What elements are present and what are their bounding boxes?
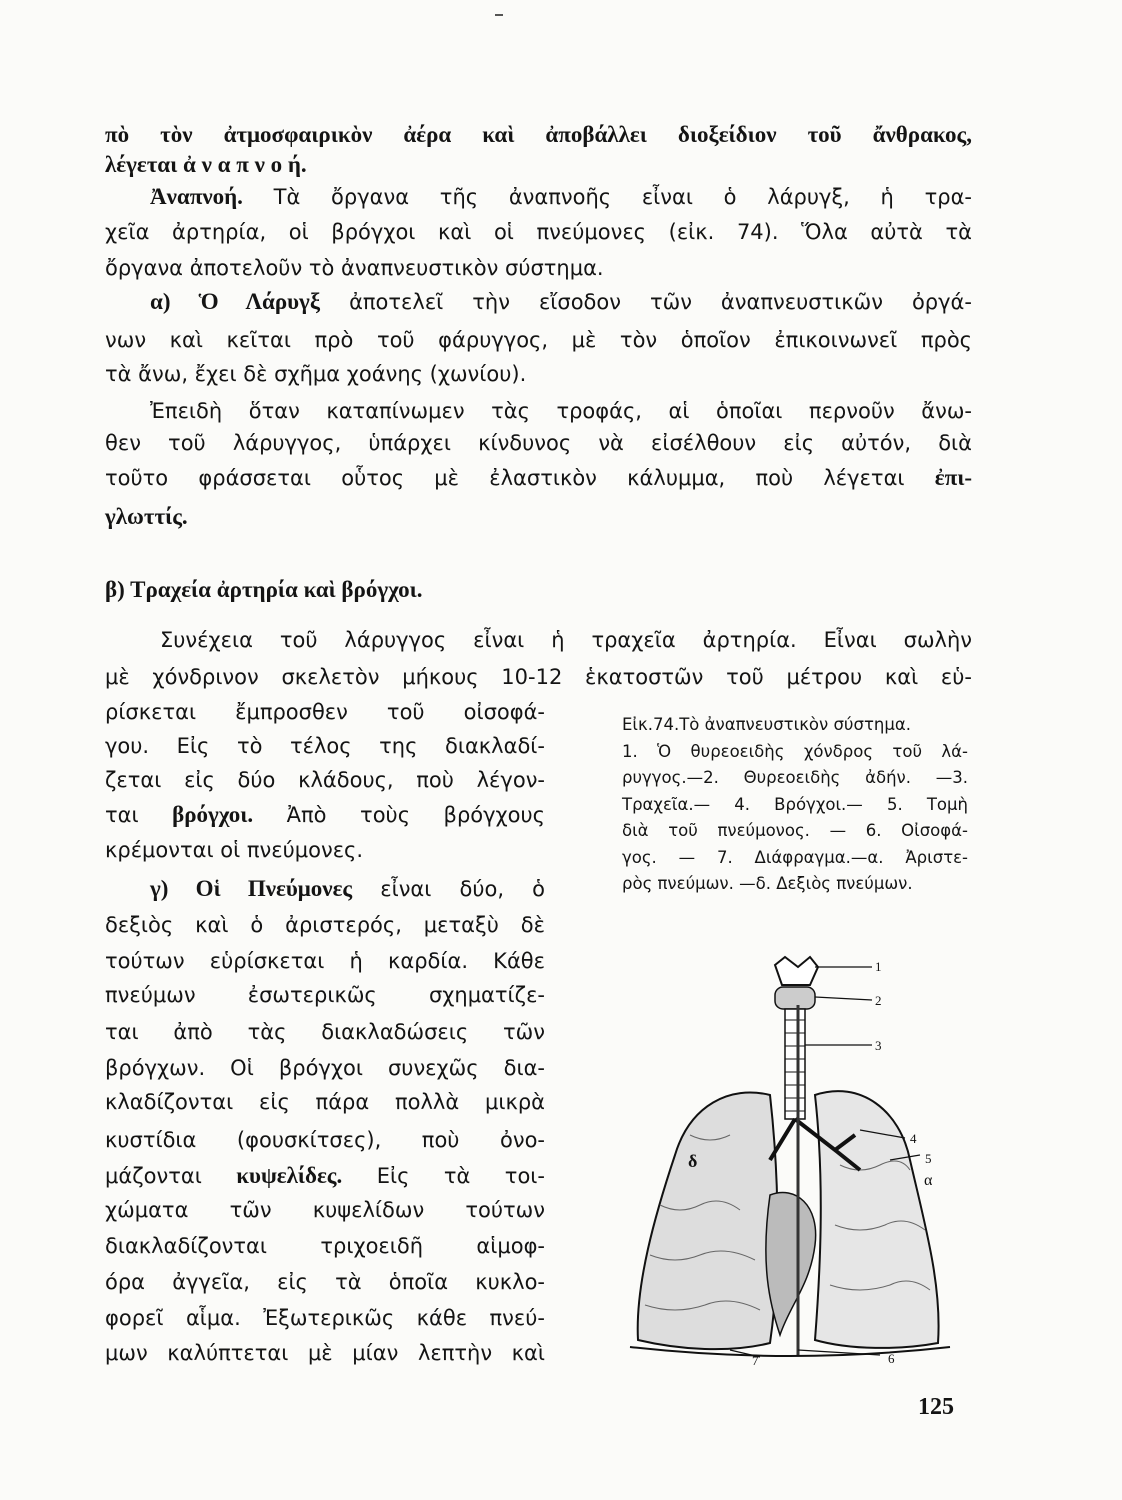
text-line	[105, 663, 972, 691]
text-line	[105, 1304, 545, 1332]
text-segment: δεξιὸς καὶ ὁ ἀριστερός, μεταξὺ δὲ	[105, 913, 545, 937]
text-line	[105, 1018, 545, 1046]
text-line	[105, 360, 972, 388]
text-line	[105, 732, 545, 760]
text-segment: κυστίδια (φουσκίτσες), ποὺ ὀνο-	[105, 1128, 545, 1152]
thyroid-cartilage	[775, 957, 818, 985]
text-segment: κλαδίζονται εἰς πάρα πολλὰ μικρὰ	[105, 1090, 545, 1114]
text-segment: νων καὶ κεῖται πρὸ τοῦ φάρυγγος, μὲ τὸν ὁποῖον ἐπικοινωνεῖ πρὸς	[105, 328, 972, 352]
text-segment: ρίσκεται ἔμπροσθεν τοῦ οἰσοφά-	[105, 700, 545, 724]
figure-label: 4	[910, 1131, 917, 1146]
bold-term: β) Τραχεία ἀρτηρία καὶ βρόγχοι.	[105, 577, 423, 602]
text-segment: ται	[105, 803, 173, 827]
text-line	[105, 1196, 545, 1224]
figure-label: 6	[888, 1351, 895, 1366]
text-segment: τὰ ἄνω, ἔχει δὲ σχῆμα χοάνης (χωνίου).	[105, 362, 527, 386]
thyroid-gland	[775, 987, 815, 1009]
heart	[766, 1192, 816, 1335]
text-segment: θεν τοῦ λάρυγγος, ὑπάρχει κίνδυνος νὰ εἰσέλθουν εἰς αὐτόν, διὰ	[105, 431, 972, 455]
text-line	[105, 576, 505, 604]
text-segment: διακλαδίζονται τριχοειδῆ αἱμοφ-	[105, 1234, 545, 1258]
text-line	[105, 326, 972, 354]
scan-mark	[495, 14, 503, 16]
trachea	[785, 1009, 805, 1119]
text-segment: Εἰς τὰ τοι-	[342, 1164, 545, 1188]
text-line	[150, 288, 972, 316]
caption-line: Τραχεῖα.— 4. Βρόγχοι.— 5. Τομὴ	[622, 794, 968, 814]
text-segment: φορεῖ αἷμα. Ἐξωτερικῶς κάθε πνεύ-	[105, 1306, 545, 1330]
figure-label: 1	[875, 959, 882, 974]
bold-term: πὸ τὸν ἀτμοσφαιρικὸν ἀέρα καὶ ἀποβάλλει διοξείδιον τοῦ ἄνθρακος,	[105, 122, 972, 147]
text-segment: ται ἀπὸ τὰς διακλαδώσεις τῶν	[105, 1020, 545, 1044]
text-line	[105, 218, 972, 246]
page-number: 125	[918, 1394, 954, 1420]
caption-line: γος. — 7. Διάφραγμα.—α. Ἀριστε-	[622, 847, 968, 867]
text-segment: όρα ἀγγεῖα, εἰς τὰ ὁποῖα κυκλο-	[105, 1270, 545, 1294]
text-segment: χώματα τῶν κυψελίδων τούτων	[105, 1198, 545, 1222]
text-segment: τούτων εὑρίσκεται ἡ καρδία. Κάθε	[105, 949, 545, 973]
figure-label: α	[924, 1172, 933, 1189]
text-line	[105, 1088, 545, 1116]
left-lung	[815, 1091, 939, 1348]
text-segment: χεῖα ἀρτηρία, οἱ βρόγχοι καὶ οἱ πνεύμονες (εἰκ. 74). Ὅλα αὐτὰ τὰ	[105, 220, 972, 244]
bold-term: κυψελίδες.	[236, 1163, 343, 1188]
text-segment: πνεύμων ἐσωτερικῶς σχηματίζε-	[105, 983, 545, 1007]
caption-line: ρυγγος.—2. Θυρεοειδὴς ἀδήν. —3.	[622, 768, 968, 787]
text-line	[105, 1339, 545, 1367]
text-segment: εἶναι δύο, ὁ	[352, 877, 545, 901]
bold-term: ἐπι-	[934, 465, 972, 490]
caption-line: 1. Ὁ θυρεοειδὴς χόνδρος τοῦ λά-	[622, 741, 968, 761]
text-segment: ὄργανα ἀποτελοῦν τὸ ἀναπνευστικὸν σύστημα.	[105, 256, 604, 280]
text-line	[150, 183, 972, 211]
text-segment: ζεται εἰς δύο κλάδους, ποὺ λέγον-	[105, 768, 545, 792]
figure-label: 7	[752, 1353, 759, 1368]
text-segment: Συνέχεια τοῦ λάρυγγος εἶναι ἡ τραχεῖα ἀρτηρία. Εἶναι σωλὴν	[160, 628, 972, 652]
figure-label: δ	[688, 1151, 698, 1171]
figure-label: 3	[875, 1038, 882, 1053]
text-segment: Τὰ ὄργανα τῆς ἀναπνοῆς εἶναι ὁ λάρυγξ, ἡ τρα-	[242, 185, 972, 209]
text-segment: μὲ χόνδρινον σκελετὸν μήκους 10-12 ἑκατοστῶν τοῦ μέτρου καὶ εὑ-	[105, 665, 972, 689]
text-line	[105, 1232, 545, 1260]
bold-term: γ) Οἱ Πνεύμονες	[150, 876, 353, 901]
text-line	[105, 801, 545, 829]
text-line	[105, 464, 972, 492]
text-segment: Ἀπὸ τοὺς βρόγχους	[253, 803, 545, 827]
text-line	[160, 626, 972, 654]
text-segment: κρέμονται οἱ πνεύμονες.	[105, 838, 364, 862]
text-line	[105, 429, 972, 457]
text-line	[150, 875, 545, 903]
text-segment: βρόγχων. Οἱ βρόγχοι συνεχῶς δια-	[105, 1056, 545, 1080]
text-line	[150, 397, 972, 425]
text-line	[105, 1162, 545, 1190]
text-line	[105, 1054, 545, 1082]
text-segment: μάζονται	[105, 1164, 237, 1188]
text-line	[105, 981, 545, 1009]
bold-term: γλωττίς.	[105, 504, 188, 529]
text-segment: γου. Εἰς τὸ τέλος της διακλαδί-	[105, 734, 545, 758]
right-lung	[638, 1093, 778, 1350]
text-segment: Ἐπειδὴ ὅταν καταπίνωμεν τὰς τροφάς, αἱ ὁποῖαι περνοῦν ἄνω-	[150, 399, 972, 423]
caption-line: ρὸς πνεύμων. —δ. Δεξιὸς πνεύμων.	[622, 874, 913, 893]
text-segment: ἀποτελεῖ τὴν εἴσοδον τῶν ἀναπνευστικῶν ὀργά-	[320, 290, 972, 314]
figure-label: 5	[925, 1151, 932, 1166]
text-line	[105, 1126, 545, 1154]
figure-label: 2	[875, 993, 882, 1008]
bold-term: λέγεται ἀ ν α π ν ο ή.	[105, 152, 307, 177]
text-line	[105, 836, 545, 864]
respiratory-system-figure	[620, 945, 960, 1375]
text-line	[105, 911, 545, 939]
text-line	[105, 698, 545, 726]
text-line	[105, 947, 545, 975]
diaphragm	[630, 1347, 950, 1356]
text-line	[105, 151, 972, 179]
bold-term: α) Ὁ Λάρυγξ	[150, 289, 321, 314]
bold-term: βρόγχοι.	[172, 802, 254, 827]
text-line	[105, 1268, 545, 1296]
text-line	[105, 254, 972, 282]
caption-line: διὰ τοῦ πνεύμονος. — 6. Οἰσοφά-	[622, 821, 968, 840]
text-line	[105, 503, 972, 531]
text-line	[105, 766, 545, 794]
text-line	[105, 121, 972, 149]
bold-term: Ἀναπνοή.	[150, 184, 243, 209]
text-segment: τοῦτο φράσσεται οὗτος μὲ ἐλαστικὸν κάλυμμα, ποὺ λέγεται	[105, 466, 935, 490]
caption-title: Εἰκ.74.Τὸ ἀναπνευστικὸν σύστημα.	[622, 715, 911, 734]
text-segment: μων καλύπτεται μὲ μίαν λεπτὴν καὶ	[105, 1341, 545, 1365]
